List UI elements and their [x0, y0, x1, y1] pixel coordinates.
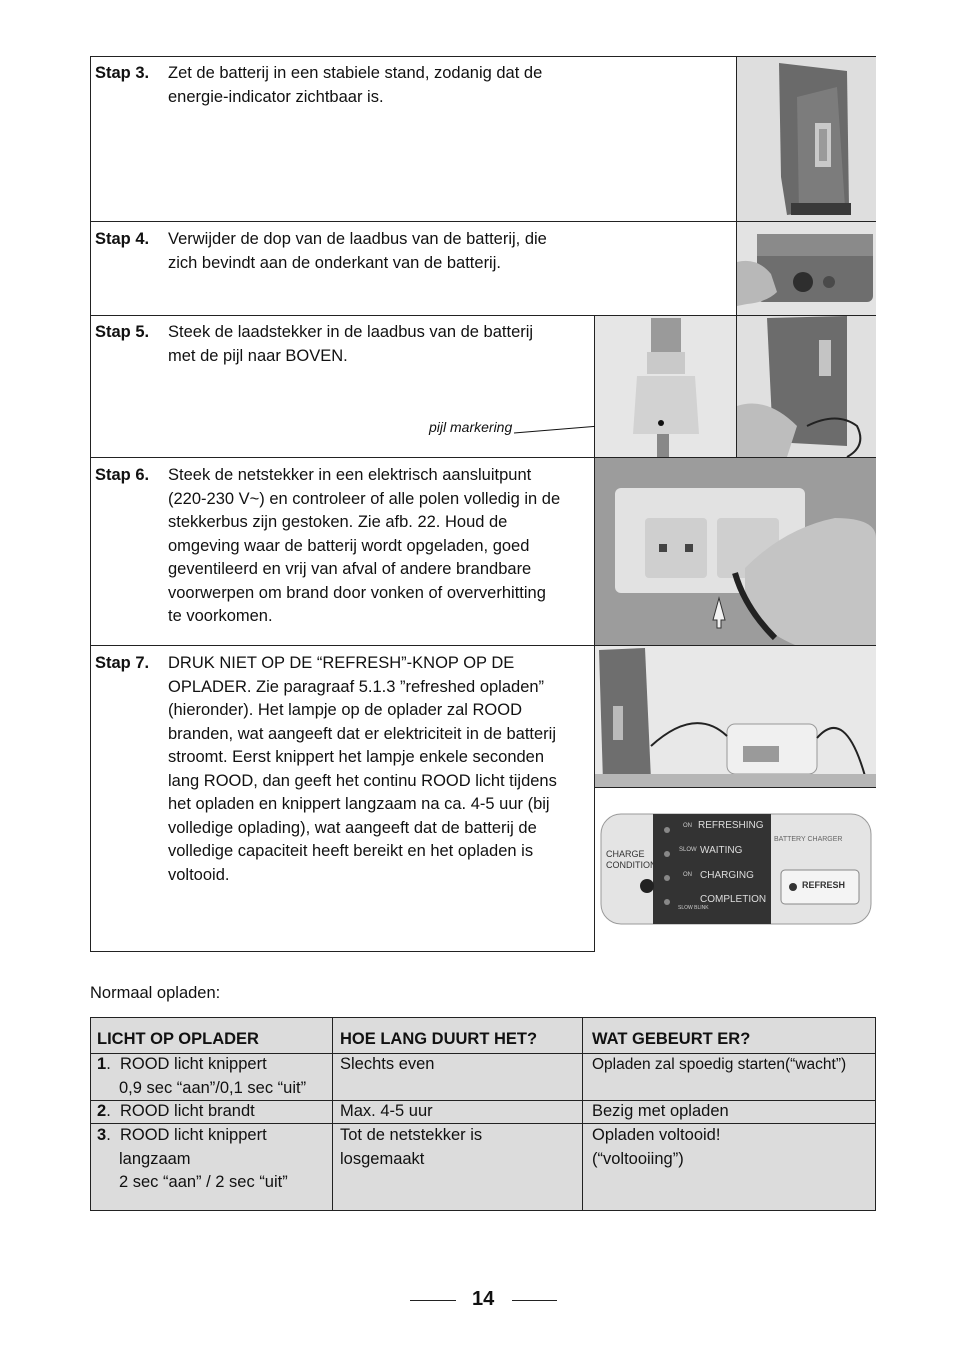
- page-number: 14: [472, 1288, 495, 1310]
- battery-and-charger-photo: [595, 646, 876, 787]
- step-3-label: Stap 3.: [95, 64, 150, 82]
- step-6-label: Stap 6.: [95, 466, 150, 484]
- step-5-label: Stap 5.: [95, 323, 150, 341]
- section-title: Normaal opladen:: [90, 984, 221, 1002]
- arrow-marking-caption: pijl markering: [429, 419, 513, 435]
- table-row-1-light: 1. ROOD licht knippert 0,9 sec “aan”/0,1 sec “uit”: [97, 1055, 307, 1097]
- wall-socket-photo: [595, 458, 876, 645]
- indicator-completion: COMPLETION: [700, 894, 767, 905]
- battery-standing-photo: [737, 57, 876, 221]
- table-row-3-duration: Tot de netstekker is losgemaakt: [340, 1126, 483, 1168]
- indicator-waiting: WAITING: [700, 845, 743, 856]
- charger-brand-label: BATTERY CHARGER: [774, 836, 843, 843]
- charge-condition-label: CHARGE CONDITION: [606, 849, 657, 870]
- table-row-1-result: Opladen zal spoedig starten(“wacht”): [592, 1056, 847, 1073]
- plug-inserted-photo: [737, 316, 876, 457]
- indicator-refreshing: REFRESHING: [698, 820, 764, 831]
- indicator-4-small: SLOW BLINK: [678, 905, 709, 911]
- indicator-charging: CHARGING: [700, 870, 754, 881]
- table-row-1-duration: Slechts even: [340, 1055, 435, 1073]
- step-3-text: Zet de batterij in een stabiele stand, zodanig dat de energie-indicator zichtbaar is.: [168, 64, 543, 106]
- charge-plug-photo: [595, 316, 736, 457]
- step-4-text: Verwijder de dop van de laadbus van de batterij, die zich bevindt aan de onderkant van de batterij.: [168, 230, 547, 272]
- table-row-2-duration: Max. 4-5 uur: [340, 1102, 433, 1120]
- table-row-2-light: 2. ROOD licht brandt: [97, 1102, 255, 1120]
- footer-rule-left: [410, 1300, 456, 1301]
- step-5-text: Steek de laadstekker in de laadbus van de batterij met de pijl naar BOVEN.: [168, 323, 534, 365]
- header-result: WAT GEBEURT ER?: [592, 1030, 751, 1048]
- refresh-button-label: REFRESH: [802, 880, 846, 890]
- table-column-divider: [582, 1017, 583, 1211]
- indicator-3-small: ON: [683, 872, 692, 878]
- step-7-text: DRUK NIET OP DE “REFRESH”-KNOP OP DE OPLADER. Zie paragraaf 5.1.3 ”refreshed opladen” (hieronder). Het lampje op de oplader zal ROOD branden, wat aangeeft dat er elektriciteit in de batterij stroomt. Eerst knippert het lampje enkele seconden lang ROOD, dan geeft het continu ROOD licht tijdens het opladen en knippert langzaam na ca. 4-5 uur (bij volledige oplading), wat aangeeft dat de batterij de volledige capaciteit heeft bereikt en het opladen is voltooid.: [168, 654, 557, 884]
- table-row-3-light: 3. ROOD licht knippert langzaam 2 sec “aan” / 2 sec “uit”: [97, 1126, 288, 1191]
- footer-rule-right: [512, 1300, 557, 1301]
- table-column-divider: [332, 1017, 333, 1211]
- header-light: LICHT OP OPLADER: [97, 1030, 259, 1048]
- table-row-3-result: Opladen voltooid! (“voltooiing”): [592, 1126, 721, 1168]
- step-4-label: Stap 4.: [95, 230, 150, 248]
- indicator-2-small: SLOW: [679, 847, 697, 853]
- battery-bottom-photo: [737, 222, 876, 315]
- table-row-2-result: Bezig met opladen: [592, 1102, 729, 1120]
- step-7-label: Stap 7.: [95, 654, 150, 672]
- step-6-text: Steek de netstekker in een elektrisch aansluitpunt (220-230 V~) en controleer of alle polen volledig in de stekkerbus zijn gestoken. Zie afb. 22. Houd de omgeving waar de batterij wordt opgeladen, goed geventileerd en vrij van afval of andere brandbare voorwerpen om brand door vonken of oververhitting te voorkomen.: [168, 466, 561, 625]
- header-duration: HOE LANG DUURT HET?: [340, 1030, 538, 1048]
- indicator-1-small: ON: [683, 823, 692, 829]
